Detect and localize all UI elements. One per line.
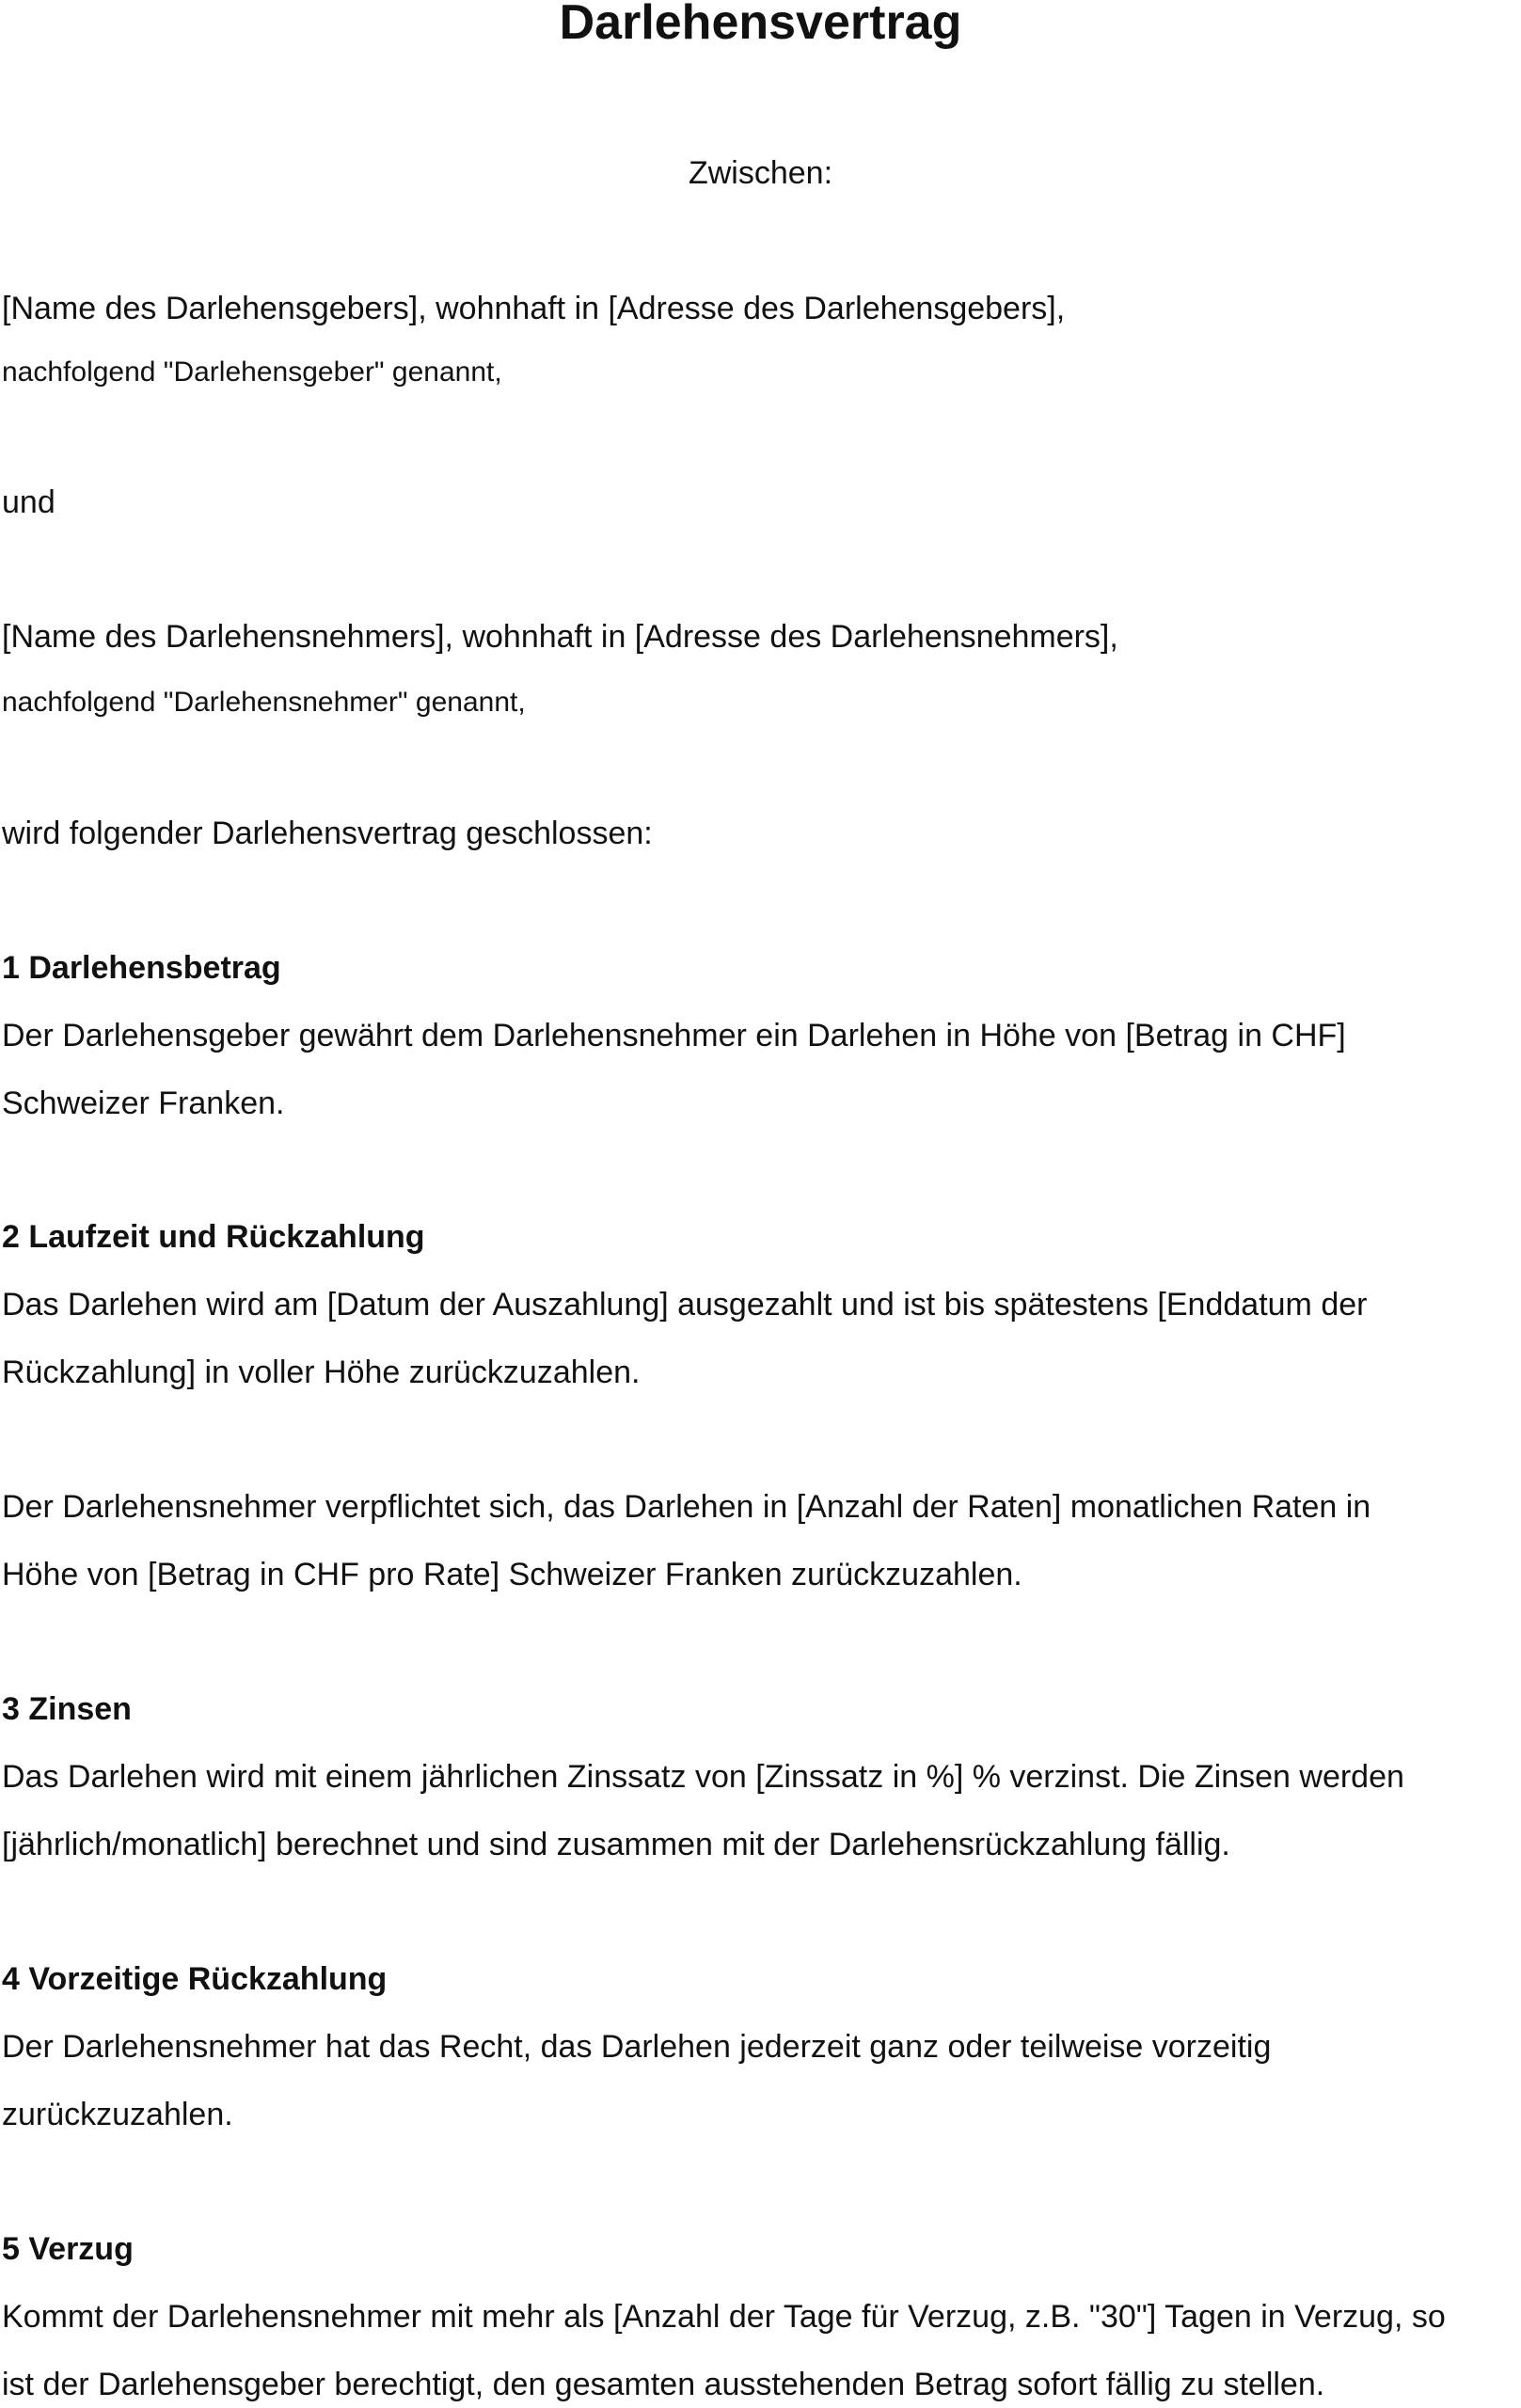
section-2-line-4: Höhe von [Betrag in CHF pro Rate] Schweizer Franken zurückzuzahlen. [2,1557,1022,1592]
section-heading-3: 3 Zinsen [2,1691,132,1727]
section-2-line-2: Rückzahlung] in voller Höhe zurückzuzahlen. [2,1354,641,1390]
section-heading-4: 4 Vorzeitige Rückzahlung [2,1961,388,1997]
section-5-line-2: ist der Darlehensgeber berechtigt, den gesamten ausstehenden Betrag sofort fällig zu stellen. [2,2367,1325,2402]
section-2-line-3: Der Darlehensnehmer verpflichtet sich, das Darlehen in [Anzahl der Raten] monatlichen Raten in [2,1489,1371,1525]
borrower-designation: nachfolgend "Darlehensnehmer" genannt, [2,687,526,718]
section-5-line-1: Kommt der Darlehensnehmer mit mehr als [Anzahl der Tage für Verzug, z.B. "30"] Tagen in Verzug, so [2,2299,1446,2335]
section-2-line-1: Das Darlehen wird am [Datum der Auszahlung] ausgezahlt und ist bis spätestens [Enddatum der [2,1287,1368,1323]
lender-line: [Name des Darlehensgebers], wohnhaft in [Adresse des Darlehensgebers], [2,291,1066,326]
document-title: Darlehensvertrag [559,0,962,50]
borrower-line: [Name des Darlehensnehmers], wohnhaft in [Adresse des Darlehensnehmers], [2,619,1118,655]
intro-text: wird folgender Darlehensvertrag geschlossen: [2,816,653,851]
section-3-line-1: Das Darlehen wird mit einem jährlichen Zinssatz von [Zinssatz in %] % verzinst. Die Zinsen werden [2,1759,1404,1795]
section-1-line-1: Der Darlehensgeber gewährt dem Darlehensnehmer ein Darlehen in Höhe von [Betrag in CHF] [2,1018,1346,1054]
section-heading-1: 1 Darlehensbetrag [2,950,281,986]
between-label: Zwischen: [688,155,833,191]
section-heading-5: 5 Verzug [2,2231,134,2267]
lender-designation: nachfolgend "Darlehensgeber" genannt, [2,356,502,388]
section-heading-2: 2 Laufzeit und Rückzahlung [2,1219,425,1255]
section-3-line-2: [jährlich/monatlich] berechnet und sind zusammen mit der Darlehensrückzahlung fällig. [2,1827,1230,1862]
section-1-line-2: Schweizer Franken. [2,1085,285,1121]
section-4-line-1: Der Darlehensnehmer hat das Recht, das Darlehen jederzeit ganz oder teilweise vorzeitig [2,2029,1272,2065]
section-4-line-2: zurückzuzahlen. [2,2097,233,2132]
and-label: und [2,484,55,520]
